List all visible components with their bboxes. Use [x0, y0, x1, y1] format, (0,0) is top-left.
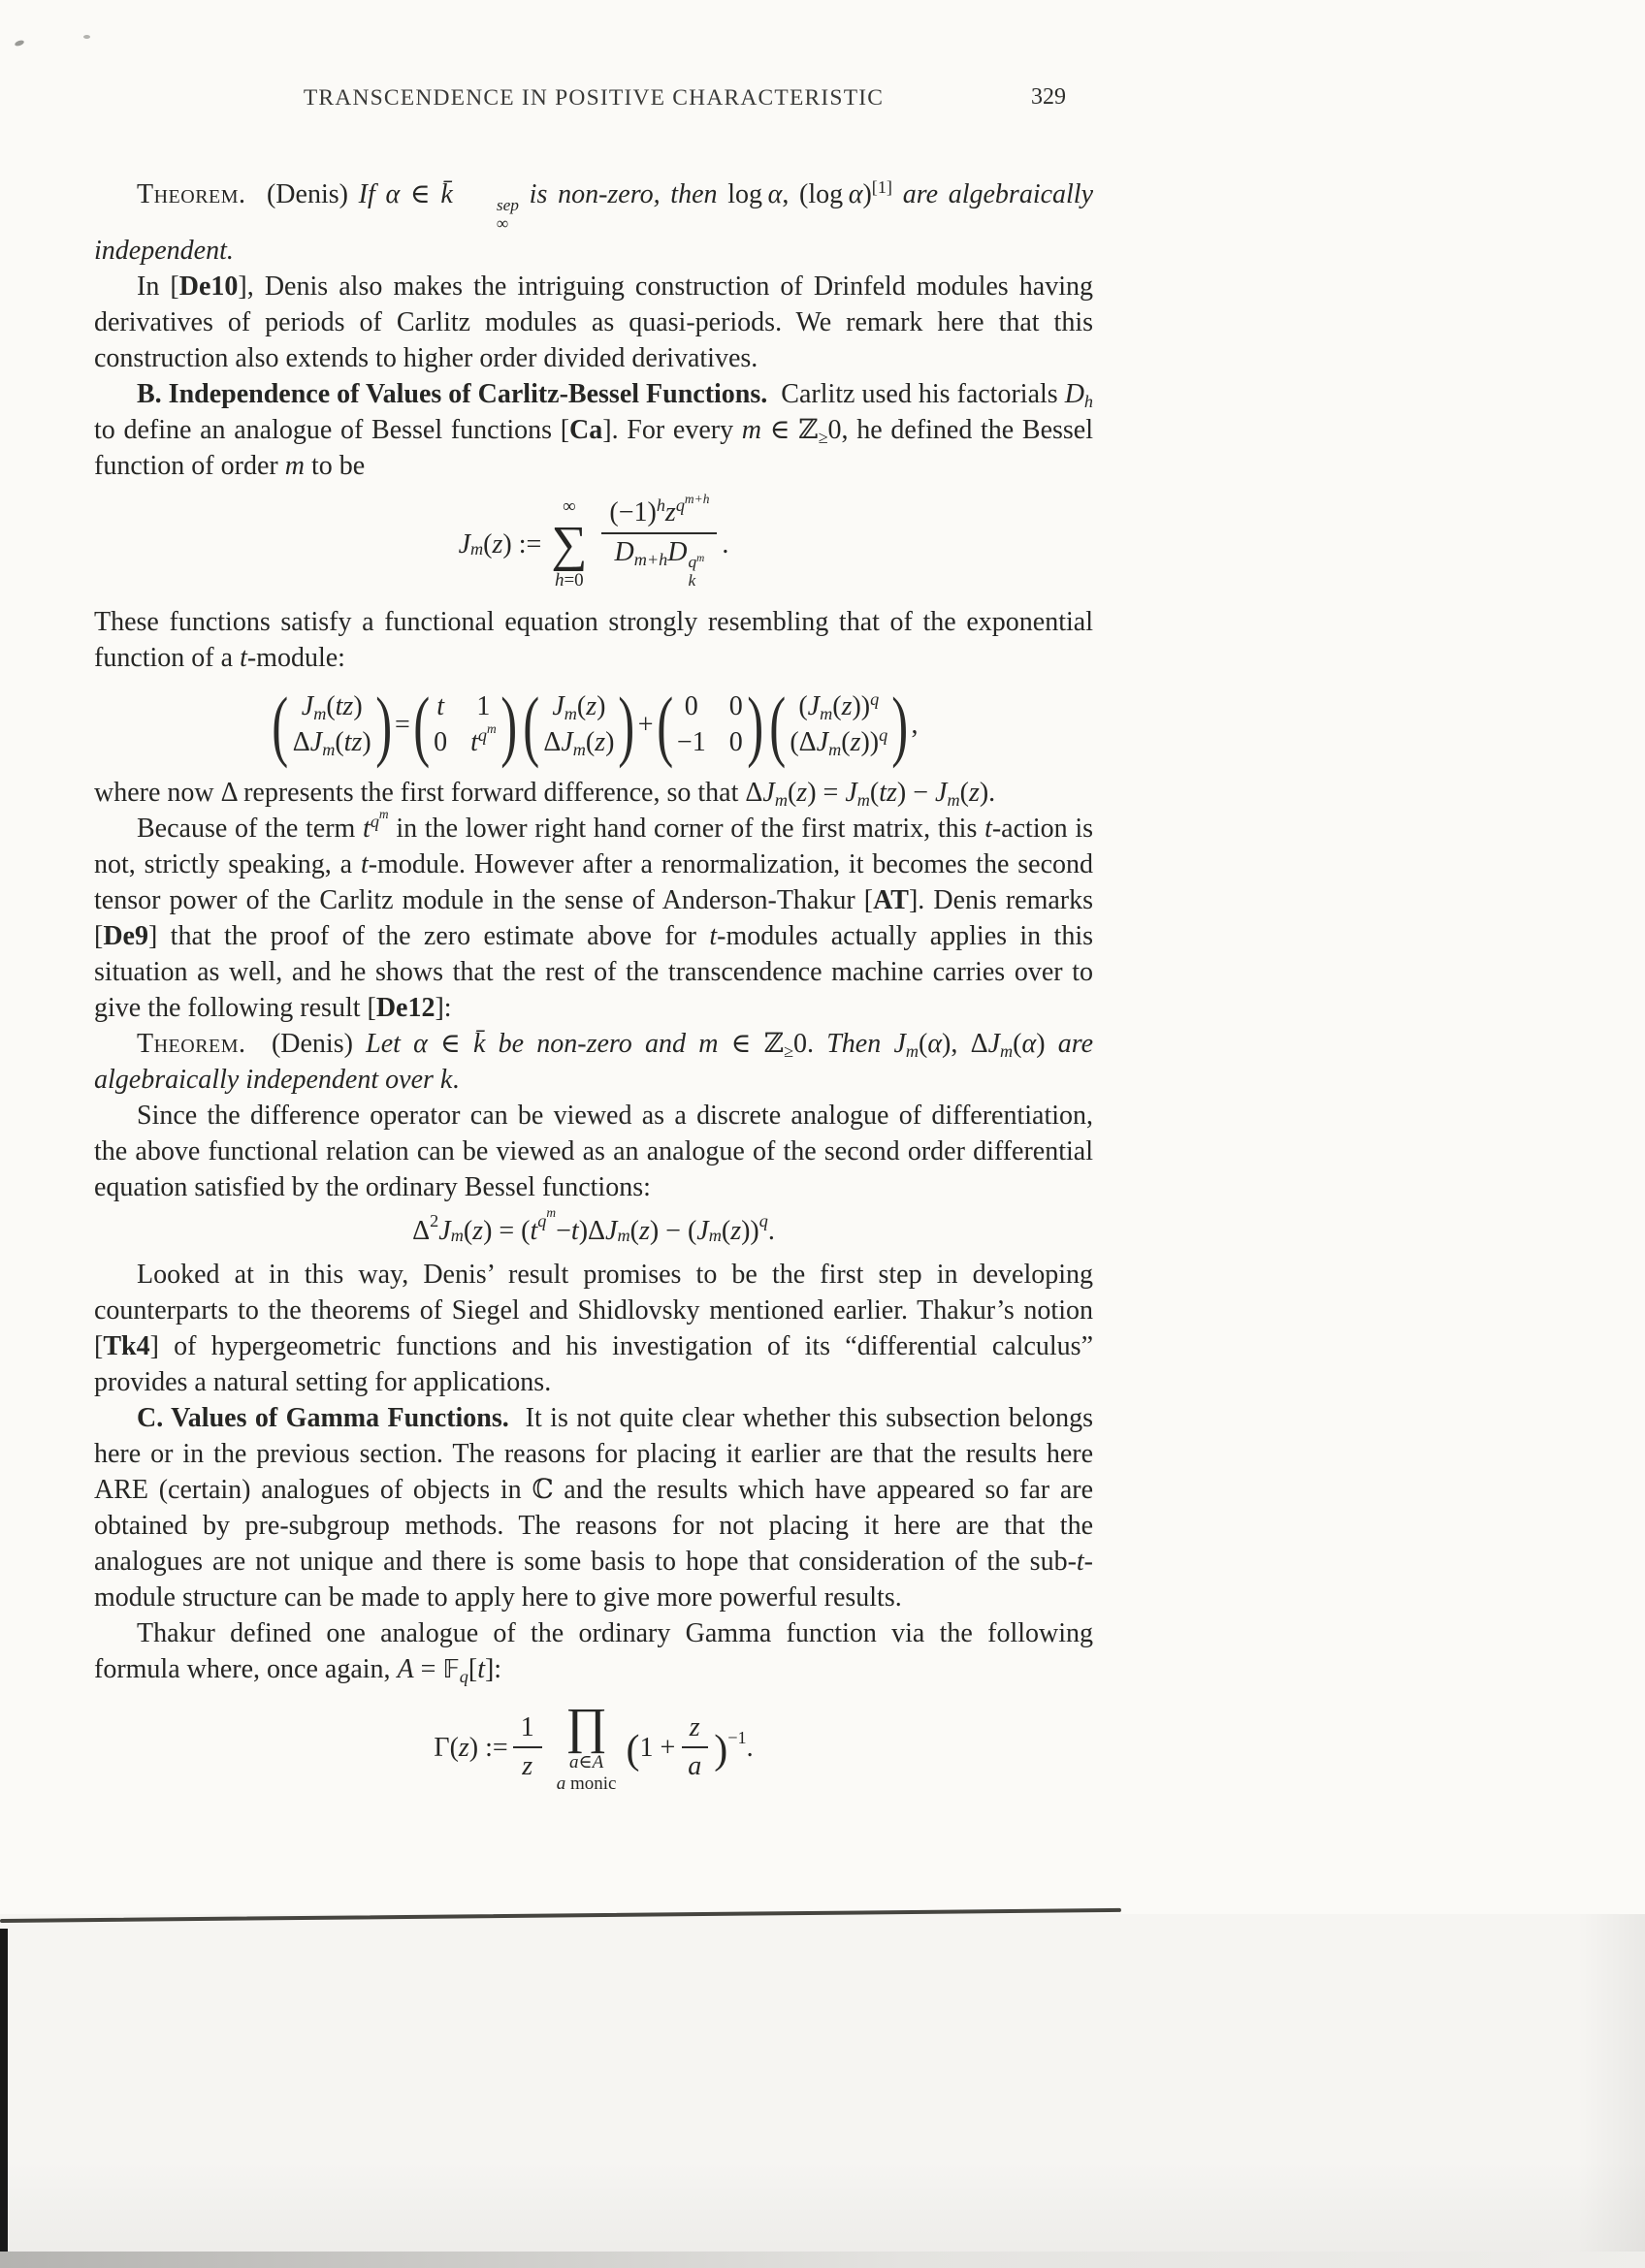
- text-run: 1 +: [639, 1732, 676, 1763]
- text-run: α: [385, 179, 401, 209]
- text-run: in the lower right hand corner of the first matrix, this: [388, 813, 985, 844]
- formula-second-order: Δ 2 J m ( z ) = ( t q m − t )Δ J m ( z ) − ( J m ( z )) q .: [94, 1213, 1093, 1249]
- matrix-grid: [677, 691, 743, 758]
- scan-speck: [83, 35, 90, 39]
- left-paren-icon: (: [656, 681, 673, 770]
- para-because-term: [94, 807, 1094, 1026]
- para-forward-difference: [94, 775, 1093, 811]
- text-run: sep: [496, 195, 519, 214]
- text-run: h: [554, 569, 564, 591]
- text-run: )): [852, 691, 871, 722]
- text-run: ): [862, 179, 872, 209]
- text-run: a: [568, 1751, 579, 1773]
- text-run: -action is not, strictly speaking, a: [94, 813, 1093, 879]
- text-run: A: [592, 1751, 604, 1773]
- text-run: J: [807, 691, 821, 722]
- text-run: AT: [873, 884, 909, 915]
- text-run: ∈: [427, 1028, 473, 1059]
- numerator: [513, 1712, 542, 1748]
- text-run: (: [1013, 1028, 1022, 1059]
- text-run: 1: [476, 691, 491, 722]
- text-run: tz: [879, 777, 897, 808]
- formula-matrix-equation: [94, 681, 1093, 770]
- text-run: m: [313, 704, 327, 724]
- text-run: -module structure can be made to apply here to give more powerful results.: [94, 1546, 1093, 1613]
- upper-limit: [563, 496, 576, 518]
- text-run: α: [927, 1028, 943, 1059]
- text-run: D: [614, 536, 634, 567]
- matrix-cell: [434, 727, 447, 758]
- text-run: (: [721, 1215, 731, 1246]
- text-run: These functions satisfy a functional equation strongly resembling that of the exponential function of a: [94, 607, 1093, 674]
- matrix: [412, 681, 517, 770]
- operator-symbol: ∑: [551, 516, 588, 572]
- text-run: m+h: [684, 492, 710, 507]
- right-paren-icon: ): [746, 681, 763, 770]
- text-run: z: [595, 727, 606, 758]
- text-run: m: [698, 1028, 719, 1059]
- text-run: De10: [178, 272, 239, 303]
- text-run: ): [597, 691, 606, 722]
- matrix-cell: [293, 727, 371, 758]
- text-run: (: [576, 691, 587, 722]
- matrix-cell: [293, 691, 371, 722]
- text-run: h: [1083, 392, 1094, 412]
- text-run: 0: [684, 691, 698, 722]
- left-paren-icon: (: [769, 681, 787, 770]
- page-header: [94, 85, 1093, 112]
- matrix-cell: [677, 691, 706, 722]
- para-since-difference: [94, 1098, 1093, 1205]
- text-run: z: [850, 727, 861, 758]
- text-run: q: [879, 725, 888, 746]
- text-run: a: [688, 1751, 702, 1782]
- text-run: Γ(: [434, 1732, 459, 1763]
- text-run: m: [820, 704, 833, 724]
- text-run: k̄: [472, 1028, 486, 1059]
- text-run: ]:: [484, 1653, 502, 1684]
- matrix-cell: [543, 727, 614, 758]
- text-run: J: [987, 1028, 1001, 1059]
- text-run: 0: [434, 727, 448, 758]
- text-run: Theorem.: [137, 179, 246, 209]
- right-paren-icon: ): [500, 681, 517, 770]
- left-paren-icon: (: [523, 681, 540, 770]
- text-run: m: [741, 415, 761, 446]
- text-run: J: [762, 777, 775, 808]
- text-run: t: [477, 1653, 485, 1684]
- text-run: J: [561, 727, 573, 758]
- text-run: z: [841, 691, 853, 722]
- subscript: [454, 215, 508, 234]
- text-run: B. Independence of Values of Carlitz-Bessel Functions.: [137, 379, 768, 410]
- text-run: ): [1036, 1028, 1058, 1059]
- text-run: t: [984, 813, 992, 844]
- scan-bottom-band: [0, 2252, 1645, 2268]
- text-run: z: [472, 1215, 484, 1246]
- text-run: h: [656, 495, 665, 516]
- text-run: (: [798, 691, 808, 722]
- text-run: A: [397, 1653, 414, 1684]
- text-run: Carlitz used his factorials: [767, 379, 1065, 410]
- text-run: z: [968, 777, 980, 808]
- text-run: z: [689, 1712, 700, 1743]
- text-run: [519, 179, 530, 209]
- text-run: ∞: [496, 213, 509, 233]
- text-run: J: [893, 1028, 906, 1059]
- text-run: C. Values of Gamma Functions.: [137, 1402, 509, 1433]
- denominator: [680, 1748, 709, 1782]
- text-run: J: [301, 691, 314, 722]
- formula-bessel-definition: J m ( z ) := ∞ ∑ h=0 $(-1)^hz^{qm+h}$ Dm+hD $q^m$ k .: [458, 492, 729, 591]
- matrix-cell: [543, 691, 614, 722]
- text-run: ): [605, 727, 615, 758]
- text-run: m: [1000, 1040, 1014, 1061]
- text-run: t: [436, 691, 444, 722]
- denominator: [514, 1748, 540, 1782]
- text-run: Δ: [292, 727, 310, 758]
- text-run: z: [522, 1751, 533, 1782]
- running-title: TRANSCENDENCE IN POSITIVE CHARACTERISTIC: [303, 85, 885, 111]
- text-run: q: [459, 1666, 468, 1686]
- text-run: ), Δ: [942, 1028, 988, 1059]
- numerator: [682, 1712, 708, 1748]
- text-run: (: [483, 528, 493, 559]
- text-run: to define an analogue of Bessel functions [: [94, 415, 570, 446]
- fraction: [513, 1712, 542, 1782]
- matrix-cell: [790, 691, 887, 722]
- matrix-cell: [729, 727, 743, 758]
- page-number: 329: [1031, 84, 1066, 110]
- text-run: Then: [826, 1028, 894, 1059]
- text-run: 0: [728, 691, 743, 722]
- text-run: (: [335, 727, 344, 758]
- text-run: (: [959, 777, 969, 808]
- text-run: t: [530, 1215, 538, 1246]
- text-run: ≥: [784, 1040, 793, 1061]
- left-paren-icon: (: [412, 681, 430, 770]
- text-run: t: [240, 643, 247, 674]
- fraction: [680, 1712, 709, 1782]
- text-run: ) =: [807, 777, 846, 808]
- matrix-cell: [729, 691, 743, 722]
- big-operator: [551, 496, 587, 591]
- text-run: )): [860, 727, 880, 758]
- text-run: ): [353, 691, 363, 722]
- text-run: α: [848, 179, 863, 209]
- matrix-cell: [677, 727, 706, 758]
- text-run: z: [458, 1732, 469, 1763]
- text-run: ) = (: [483, 1215, 531, 1246]
- text-run: q: [870, 689, 880, 710]
- text-run: ): [362, 727, 371, 758]
- text-run: -modules actually applies in this situation as well, and he shows that the rest of the transcendence machine carries over to give the following result [: [94, 920, 1093, 1023]
- text-run: (: [326, 691, 336, 722]
- text-run: (−1): [609, 497, 657, 528]
- matrix-grid: [790, 691, 887, 758]
- text-run: ∈ ℤ: [718, 1028, 785, 1059]
- text-run: J: [438, 1215, 451, 1246]
- text-run: Δ: [412, 1215, 431, 1246]
- text-run: .: [452, 1064, 460, 1095]
- text-run: -module. However after a renormalization, it becomes the second tensor power of the Carlitz module in the sense of Anderson-Thakur [: [94, 848, 1093, 915]
- text-run: m: [378, 807, 389, 822]
- text-run: .: [767, 1215, 775, 1246]
- text-run: (: [463, 1215, 473, 1246]
- text-run: 𝔽: [442, 1654, 460, 1684]
- text-run: )Δ: [578, 1215, 606, 1246]
- text-run: t: [470, 727, 478, 758]
- text-run: It is not quite clear whether this subsection belongs here or in the previous section. The reasons for placing it earlier are that the results here ARE (certain) analogues of objects in ℂ and the results which have appeared so far are obtained by pre-subgroup methods. The reasons for not placing it here are that the analogues are not unique and there is some basis to hope that consideration of the sub-: [94, 1402, 1093, 1577]
- text-run: be non-zero and: [498, 1028, 699, 1059]
- text-run: ,: [911, 710, 919, 741]
- matrix-cell: [470, 691, 497, 722]
- text-run: log: [727, 179, 768, 209]
- text-run: α: [767, 179, 783, 209]
- text-run: =: [413, 1653, 443, 1684]
- operator-symbol: ∏: [565, 1698, 607, 1754]
- text-run: m: [947, 789, 960, 810]
- text-run: m+h: [633, 549, 668, 569]
- text-run: Tk4: [103, 1330, 150, 1361]
- para-functional-equation: [94, 604, 1093, 676]
- theorem-log-independence: [94, 176, 1093, 269]
- text-run: De9: [103, 920, 148, 951]
- text-run: ] of hypergeometric functions and his investigation of its “differential calculus” provides a natural setting for applications.: [94, 1330, 1093, 1397]
- superscript: [454, 197, 519, 215]
- text-run: 0.: [793, 1028, 827, 1059]
- text-run: monic: [565, 1773, 617, 1794]
- scan-right-shade: [1577, 1914, 1645, 2252]
- text-run: , he defined the Bessel function of order: [94, 415, 1094, 482]
- text-run: ≥: [818, 428, 828, 448]
- text-run: ∈: [400, 179, 441, 209]
- text-run: k̄: [440, 179, 453, 209]
- text-run: J: [309, 727, 323, 758]
- text-run: [: [468, 1653, 478, 1684]
- text-run: k: [688, 571, 696, 591]
- matrix-cell: [434, 691, 447, 722]
- denominator: [606, 534, 712, 591]
- text-run: ).: [979, 777, 996, 808]
- text-run: ∈ ℤ: [761, 415, 819, 446]
- text-run: Thakur defined one analogue of the ordinary Gamma function via the following formula where, once again,: [94, 1617, 1093, 1684]
- text-run: m: [572, 740, 586, 760]
- text-run: (: [832, 691, 842, 722]
- text-run: 0: [728, 727, 743, 758]
- text-run: ], Denis also makes the intriguing construction of Drinfeld modules having derivatives of periods of Carlitz modules as quasi-periods. We remark here that this construction also extends to higher order divided derivatives.: [94, 272, 1093, 374]
- matrix: [272, 681, 392, 770]
- text-run: a: [556, 1773, 566, 1794]
- scan-speck: [14, 39, 24, 47]
- text-run: are algebraically independent.: [94, 179, 1094, 267]
- right-paren-icon: ): [618, 681, 635, 770]
- text-run: z: [638, 1215, 650, 1246]
- text-run: m: [564, 704, 577, 724]
- text-run: q: [477, 725, 487, 746]
- text-run: 1: [520, 1712, 534, 1743]
- section-c-gamma-values: [94, 1400, 1093, 1615]
- matrix-grid: [434, 691, 497, 758]
- text-run: If: [358, 179, 386, 209]
- text-run: ) :=: [502, 528, 542, 559]
- text-run: z: [586, 691, 597, 722]
- section-b-carlitz-bessel: [94, 376, 1093, 484]
- para-looked-at: [94, 1257, 1093, 1400]
- text-run: −1: [676, 727, 706, 758]
- text-run: t: [709, 920, 718, 951]
- script-stack: [454, 197, 519, 233]
- matrix-cell: [790, 727, 887, 758]
- superscript: [688, 554, 704, 572]
- text-run: ]. Denis remarks [: [94, 884, 1094, 951]
- text-run: ) :=: [468, 1732, 508, 1763]
- text-run: are algebraically independent over: [94, 1028, 1094, 1095]
- text-run: z: [730, 1215, 742, 1246]
- text-run: (Denis): [245, 1028, 367, 1059]
- text-run: [1]: [871, 177, 892, 197]
- text-run: D: [667, 536, 688, 567]
- right-paren-icon: ): [891, 681, 909, 770]
- text-run: tz: [343, 727, 363, 758]
- text-run: m: [774, 789, 788, 810]
- text-run: t: [360, 848, 369, 879]
- text-run: (: [629, 1215, 639, 1246]
- text-run: De12: [375, 992, 435, 1023]
- text-run: (Denis): [245, 179, 359, 209]
- script-stack: [688, 554, 704, 590]
- matrix-grid: [293, 691, 371, 758]
- left-paren-icon: (: [272, 681, 289, 770]
- text-run: m: [828, 740, 842, 760]
- matrix: [656, 681, 763, 770]
- text-run: z: [492, 528, 503, 559]
- text-run: m: [322, 740, 336, 760]
- text-run: , (log: [782, 179, 849, 209]
- text-run: ] that the proof of the zero estimate above for: [147, 920, 710, 951]
- text-run: t: [570, 1215, 579, 1246]
- text-run: J: [605, 1215, 618, 1246]
- text-run: [485, 1029, 498, 1059]
- matrix-cell: [470, 721, 497, 758]
- text-run: J: [845, 777, 857, 808]
- text-run: q: [688, 553, 697, 572]
- text-run: J: [552, 691, 564, 722]
- text-run: In [: [137, 272, 179, 303]
- text-run: m: [696, 553, 705, 565]
- matrix: [523, 681, 635, 770]
- text-run: Because of the term: [137, 813, 364, 844]
- text-run: tz: [335, 691, 354, 722]
- text-run: ]:: [435, 992, 452, 1023]
- text-run: ) − (: [649, 1215, 697, 1246]
- text-run: Let: [366, 1028, 414, 1059]
- text-run: to be: [304, 451, 366, 482]
- text-run: q: [370, 811, 379, 831]
- subscript: [688, 572, 695, 591]
- text-run: α: [413, 1028, 428, 1059]
- text-run: (: [841, 727, 851, 758]
- text-run: (: [869, 777, 880, 808]
- big-operator: [556, 1698, 617, 1796]
- para-de10-construction: [94, 269, 1093, 376]
- text-run: J: [458, 528, 471, 559]
- text-run: Δ: [543, 727, 562, 758]
- text-run: is non-zero, then: [529, 179, 728, 209]
- scan-lower-sheet: [0, 1914, 1645, 2268]
- text-run: where now Δ represents the first forward difference, so that Δ: [94, 777, 763, 808]
- text-run: ∈: [578, 1751, 593, 1773]
- text-run: ]. For every: [602, 415, 742, 446]
- text-run: Since the difference operator can be viewed as a discrete analogue of differentiation, the above functional relation can be viewed as an analogue of the second order differential equation satisfied by the ordinary Bessel functions:: [94, 1100, 1093, 1202]
- text-run: J: [816, 727, 829, 758]
- text-run: z: [796, 777, 808, 808]
- text-run: [892, 179, 903, 209]
- text-run: Looked at in this way, Denis’ result promises to be the first step in developing counterparts to the theorems of Siegel and Shidlovsky mentioned earlier. Thakur’s notion [: [94, 1259, 1093, 1361]
- lower-limit: [555, 570, 584, 591]
- text-run: m: [284, 451, 305, 482]
- text-run: (: [585, 727, 596, 758]
- para-thakur-gamma: [94, 1615, 1093, 1688]
- text-run: (Δ: [790, 727, 817, 758]
- text-run: k: [439, 1064, 453, 1095]
- lower-limit: [569, 1752, 603, 1773]
- text-run: +: [637, 710, 654, 741]
- text-run: ∞: [563, 496, 576, 518]
- text-run: α: [1021, 1028, 1037, 1059]
- text-run: .: [722, 528, 729, 559]
- page-content: [94, 176, 1093, 1807]
- numerator: [601, 492, 717, 533]
- text-run: −: [556, 1215, 571, 1246]
- text-run: (: [919, 1028, 928, 1059]
- text-run: ) −: [896, 777, 936, 808]
- matrix: [769, 681, 909, 770]
- text-run: Theorem.: [137, 1028, 246, 1059]
- text-run: q: [675, 495, 685, 516]
- text-run: =: [395, 710, 410, 741]
- text-run: =0: [564, 569, 584, 591]
- text-run: (: [787, 777, 797, 808]
- text-run: )): [741, 1215, 759, 1246]
- theorem-bessel-values: [94, 1026, 1093, 1098]
- matrix-grid: [543, 691, 614, 758]
- text-run: m: [486, 721, 497, 737]
- scan-left-edge-strip: [0, 1929, 8, 2260]
- formula-gamma-definition: Γ( z ) := $\frac{1}{z}$ ∏ a∈A a monic ( 1 + $\frac{z}{a}$ ) −1 .: [434, 1698, 754, 1794]
- text-run: Ca: [569, 415, 603, 446]
- text-run: -module:: [246, 643, 345, 674]
- text-run: J: [696, 1215, 709, 1246]
- text-run: 0: [827, 415, 842, 446]
- text-run: .: [746, 1732, 754, 1763]
- text-run: m: [856, 789, 870, 810]
- right-paren-icon: ): [374, 681, 392, 770]
- text-run: D: [1064, 379, 1084, 410]
- text-run: J: [935, 777, 948, 808]
- lower-limit-2: [557, 1773, 617, 1795]
- text-run: m: [905, 1040, 919, 1061]
- text-run: z: [664, 497, 676, 528]
- text-run: t: [363, 813, 371, 844]
- fraction: [601, 492, 717, 591]
- text-run: t: [1076, 1546, 1084, 1577]
